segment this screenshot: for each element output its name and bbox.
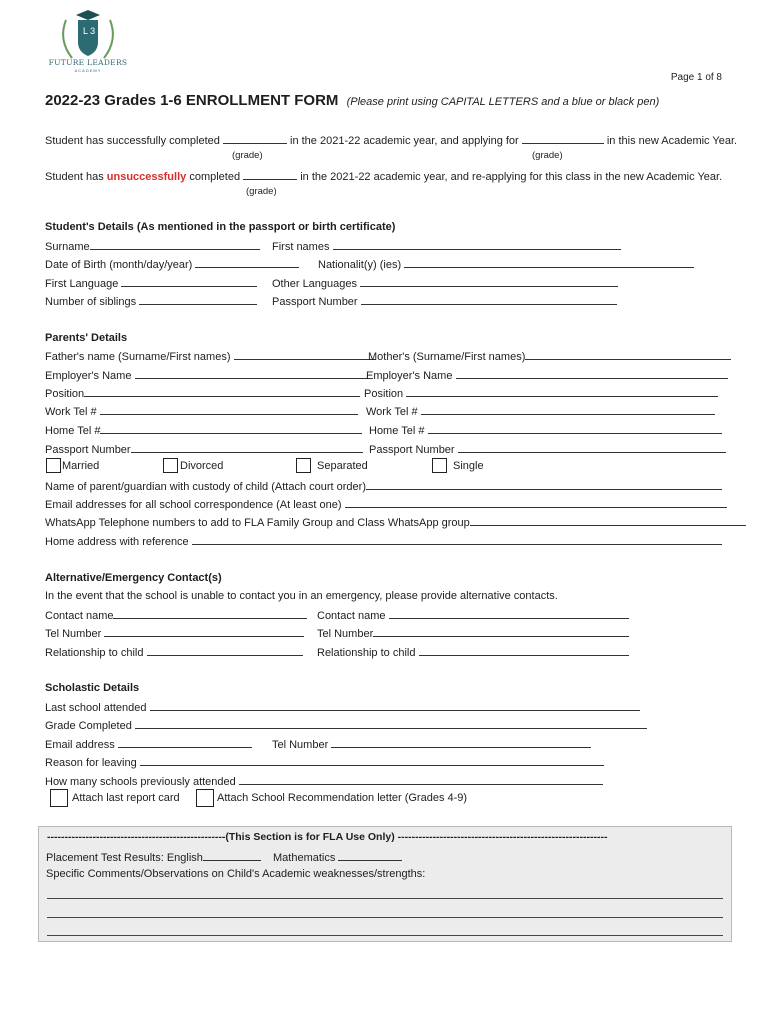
other-languages-row	[272, 275, 618, 291]
father-work-tel-field[interactable]	[100, 403, 358, 415]
attach-report-label: Attach last report card	[72, 792, 180, 804]
school-email-field[interactable]	[118, 736, 252, 748]
intro-text-1a: Student has successfully completed	[45, 135, 220, 147]
parents-details-heading: Parents' Details	[45, 332, 128, 344]
emails-row	[45, 496, 727, 512]
student-passport-field[interactable]	[361, 293, 617, 305]
contact2-tel-row	[317, 625, 629, 641]
father-name-label: Father's name (Surname/First names)	[45, 351, 231, 363]
previous-schools-field[interactable]	[239, 773, 603, 785]
mother-passport-label: Passport Number	[369, 444, 455, 456]
grade-caption-3: (grade)	[246, 186, 277, 197]
last-school-field[interactable]	[150, 699, 640, 711]
surname-label: Surname	[45, 241, 90, 253]
surname-field[interactable]	[90, 238, 260, 250]
contact1-tel-label: Tel Number	[45, 628, 102, 640]
home-address-row	[45, 533, 722, 549]
single-checkbox[interactable]	[432, 458, 447, 473]
form-title-note: (Please print using CAPITAL LETTERS and a blue or black pen)	[346, 96, 660, 108]
separated-checkbox[interactable]	[296, 458, 311, 473]
first-language-row	[45, 275, 257, 291]
mother-employer-label: Employer's Name	[366, 370, 453, 382]
comments-line-3[interactable]	[47, 935, 723, 936]
father-work-tel-label: Work Tel #	[45, 406, 97, 418]
whatsapp-label: WhatsApp Telephone numbers to add to FLA Family Group and Class WhatsApp group	[45, 517, 470, 529]
custody-label: Name of parent/guardian with custody of child (Attach court order)	[45, 481, 366, 493]
mother-passport-row	[369, 441, 726, 457]
nationality-field[interactable]	[404, 256, 694, 268]
attach-recommendation-label: Attach School Recommendation letter (Grades 4-9)	[217, 792, 468, 804]
emergency-intro: In the event that the school is unable to contact you in an emergency, please provide alternative contacts.	[45, 590, 558, 602]
mother-name-label: Mother's (Surname/First names)	[368, 351, 526, 363]
mother-home-tel-label: Home Tel #	[369, 425, 425, 437]
other-languages-field[interactable]	[360, 275, 618, 287]
mother-position-row	[364, 385, 718, 401]
married-checkbox[interactable]	[46, 458, 61, 473]
siblings-field[interactable]	[139, 293, 257, 305]
contact2-tel-label: Tel Number	[317, 628, 374, 640]
father-passport-row	[45, 441, 363, 457]
father-work-tel-row	[45, 403, 358, 419]
dob-field[interactable]	[195, 256, 299, 268]
single-label: Single	[453, 460, 484, 472]
school-tel-label: Tel Number	[272, 739, 329, 751]
contact2-tel-field[interactable]	[373, 625, 629, 637]
school-email-row	[45, 736, 252, 752]
comments-label: Specific Comments/Observations on Child's Academic weaknesses/strengths:	[46, 868, 426, 880]
mother-work-tel-label: Work Tel #	[366, 406, 418, 418]
school-tel-row	[272, 736, 591, 752]
placement-math-label: Mathematics	[273, 852, 336, 864]
contact1-name-row	[45, 607, 307, 623]
intro-text-2b: completed	[189, 171, 241, 183]
page-number: Page 1 of 8	[670, 72, 722, 83]
first-names-field[interactable]	[333, 238, 621, 250]
grade-caption-2: (grade)	[532, 150, 563, 161]
mother-home-tel-field[interactable]	[428, 422, 722, 434]
mother-name-row	[368, 348, 731, 364]
dob-row	[45, 256, 299, 272]
unsuccessful-grade-field[interactable]	[243, 168, 297, 180]
father-employer-field[interactable]	[135, 367, 367, 379]
emails-label: Email addresses for all school correspondence (At least one)	[45, 499, 342, 511]
married-label: Married	[62, 460, 100, 472]
intro-text-2a: Student has	[45, 171, 104, 183]
contact1-relationship-row	[45, 644, 303, 660]
contact1-name-label: Contact name	[45, 610, 114, 622]
attach-report-checkbox[interactable]	[50, 789, 68, 807]
emergency-heading: Alternative/Emergency Contact(s)	[45, 572, 222, 584]
fla-dashes-right: ------------------------------------------------------------	[397, 831, 608, 843]
father-employer-label: Employer's Name	[45, 370, 132, 382]
previous-schools-row	[45, 773, 603, 789]
contact2-name-field[interactable]	[389, 607, 629, 619]
contact1-tel-field[interactable]	[104, 625, 304, 637]
fla-dashes-left: ---------------------------------------------------	[47, 831, 226, 843]
grade-caption-1: (grade)	[232, 150, 263, 161]
mother-position-field[interactable]	[406, 385, 718, 397]
custody-field[interactable]	[366, 478, 722, 490]
student-passport-label: Passport Number	[272, 296, 358, 308]
comments-line-1[interactable]	[47, 898, 723, 899]
father-passport-field[interactable]	[131, 441, 363, 453]
mother-home-tel-row	[369, 422, 722, 438]
nationality-label: Nationalit(y) (ies)	[318, 259, 402, 271]
intro-text-1b: in the 2021-22 academic year, and applying for	[290, 135, 519, 147]
dob-label: Date of Birth (month/day/year)	[45, 259, 193, 271]
mother-work-tel-field[interactable]	[421, 403, 715, 415]
contact1-tel-row	[45, 625, 304, 641]
grade-completed-field[interactable]	[135, 717, 647, 729]
contact2-relationship-field[interactable]	[419, 644, 629, 656]
school-email-label: Email address	[45, 739, 115, 751]
father-position-label: Position	[45, 388, 85, 400]
surname-row	[45, 238, 260, 254]
fla-use-only-section	[38, 826, 732, 942]
divorced-label: Divorced	[180, 460, 224, 472]
mother-employer-row	[366, 367, 728, 383]
custody-row	[45, 478, 722, 494]
reason-leaving-row	[45, 754, 604, 770]
logo-subtext: ACADEMY	[74, 68, 102, 73]
intro-text-2c: in the 2021-22 academic year, and re-applying for this class in the new Academic Year.	[300, 171, 723, 183]
mother-work-tel-row	[366, 403, 715, 419]
home-address-label: Home address with reference	[45, 536, 189, 548]
grade-completed-row	[45, 717, 647, 733]
student-details-heading: Student's Details (As mentioned in the passport or birth certificate)	[45, 221, 396, 233]
whatsapp-row	[45, 514, 746, 530]
whatsapp-field[interactable]	[470, 514, 746, 526]
form-title	[45, 92, 659, 109]
intro-line-2	[45, 168, 722, 184]
contact2-name-row	[317, 607, 629, 623]
form-title-main: 2022-23 Grades 1-6 ENROLLMENT FORM	[45, 92, 339, 109]
father-position-row	[45, 385, 360, 401]
logo-text: FUTURE LEADERS	[48, 58, 128, 67]
father-home-tel-row	[45, 422, 362, 438]
mother-name-field[interactable]	[525, 348, 731, 360]
home-address-field[interactable]	[192, 533, 722, 545]
father-name-row	[45, 348, 376, 364]
contact2-relationship-row	[317, 644, 629, 660]
father-name-field[interactable]	[234, 348, 376, 360]
previous-schools-label: How many schools previously attended	[45, 776, 236, 788]
reason-leaving-label: Reason for leaving	[45, 757, 137, 769]
intro-text-1c: in this new Academic Year.	[606, 135, 738, 147]
mother-passport-field[interactable]	[458, 441, 726, 453]
school-tel-field[interactable]	[331, 736, 591, 748]
contact2-name-label: Contact name	[317, 610, 386, 622]
divorced-checkbox[interactable]	[163, 458, 178, 473]
father-passport-label: Passport Number	[45, 444, 131, 456]
placement-math-field[interactable]	[338, 849, 402, 861]
unsuccessfully-text: unsuccessfully	[106, 171, 187, 183]
first-names-row	[272, 238, 621, 254]
first-language-field[interactable]	[121, 275, 257, 287]
student-passport-row	[272, 293, 617, 309]
father-position-field[interactable]	[84, 385, 360, 397]
completed-grade-field[interactable]	[223, 132, 287, 144]
contact2-relationship-label: Relationship to child	[317, 647, 416, 659]
fla-section-header	[47, 830, 607, 844]
siblings-label: Number of siblings	[45, 296, 137, 308]
last-school-row	[45, 699, 640, 715]
intro-line-1	[45, 132, 737, 148]
contact1-relationship-field[interactable]	[147, 644, 303, 656]
mother-position-label: Position	[364, 388, 404, 400]
scholastic-heading: Scholastic Details	[45, 682, 140, 694]
last-school-label: Last school attended	[45, 702, 147, 714]
attach-recommendation-checkbox[interactable]	[196, 789, 214, 807]
siblings-row	[45, 293, 257, 309]
emails-field[interactable]	[345, 496, 727, 508]
reason-leaving-field[interactable]	[140, 754, 604, 766]
contact1-name-field[interactable]	[113, 607, 307, 619]
applying-grade-field[interactable]	[522, 132, 604, 144]
logo-emblem-text: L 3	[83, 26, 96, 36]
father-employer-row	[45, 367, 367, 383]
contact1-relationship-label: Relationship to child	[45, 647, 144, 659]
placement-english-label: Placement Test Results: English	[46, 852, 203, 864]
father-home-tel-field[interactable]	[100, 422, 362, 434]
grade-completed-label: Grade Completed	[45, 720, 132, 732]
father-home-tel-label: Home Tel #	[45, 425, 101, 437]
nationality-row	[318, 256, 694, 272]
first-names-label: First names	[272, 241, 330, 253]
first-language-label: First Language	[45, 278, 119, 290]
placement-math-row	[273, 849, 402, 865]
other-languages-label: Other Languages	[272, 278, 358, 290]
placement-english-field[interactable]	[203, 849, 261, 861]
fla-section-title: (This Section is for FLA Use Only)	[225, 831, 395, 843]
separated-label: Separated	[317, 460, 368, 472]
placement-english-row	[46, 849, 261, 865]
mother-employer-field[interactable]	[456, 367, 728, 379]
comments-line-2[interactable]	[47, 917, 723, 918]
